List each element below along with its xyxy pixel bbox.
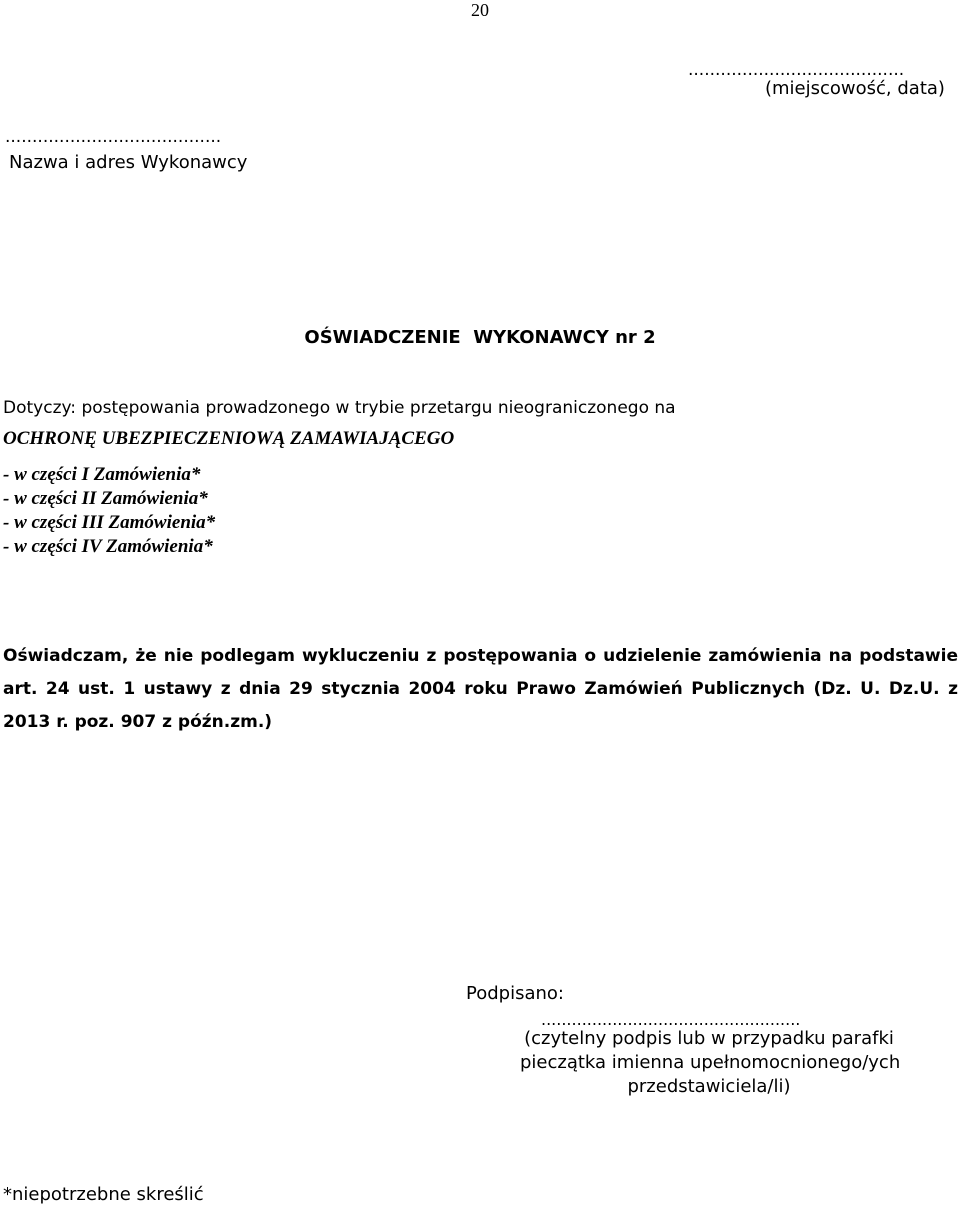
part-item: - w części IV Zamówienia* [3,536,213,557]
signature-caption-line: (czytelny podpis lub w przypadku parafki [524,1028,894,1049]
signature-dotted-line: ................................................... [541,1010,801,1029]
signed-label: Podpisano: [466,983,564,1004]
statement-block [3,640,958,739]
signature-caption-line: przedstawiciela/li) [627,1076,791,1097]
page-number: 20 [471,0,489,20]
statement-text: Oświadczam, że nie podlegam wykluczeniu z postępowania o udzielenie zamówienia na podstawie art. 24 ust. 1 ustawy z dnia 29 stycznia 2004 roku Prawo Zamówień Publicznych (Dz. U. Dz.U. z 2013 r. poz. 907 z późn.zm.) [3,646,958,732]
part-item: - w części III Zamówienia* [3,512,216,533]
signature-caption [520,1027,901,1099]
document-title: OŚWIADCZENIE WYKONAWCY nr 2 [304,327,656,348]
part-item: - w części I Zamówienia* [3,464,201,485]
contractor-dotted-line: ........................................ [5,127,222,147]
place-date-dotted-line: ........................................ [688,60,905,80]
subject-intro: Dotyczy: postępowania prowadzonego w trybie przetargu nieograniczonego na [3,398,676,418]
signature-caption-line: pieczątka imienna upełnomocnionego/ych [520,1052,901,1073]
footnote: *niepotrzebne skreślić [3,1184,204,1205]
subject-name: OCHRONĘ UBEZPIECZENIOWĄ ZAMAWIAJĄCEGO [3,428,455,449]
part-item: - w części II Zamówienia* [3,488,208,509]
contractor-label: Nazwa i adres Wykonawcy [9,152,248,173]
place-date-label: (miejscowość, data) [765,78,945,99]
